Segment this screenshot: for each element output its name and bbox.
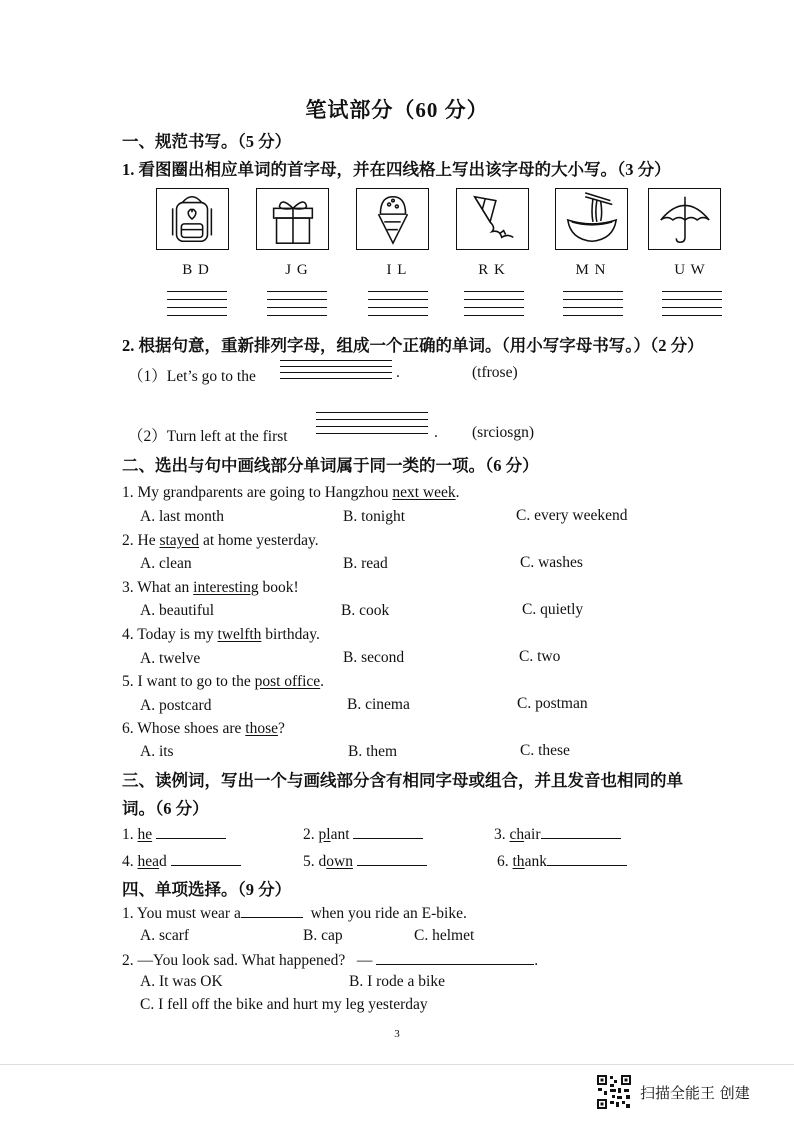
q2-item-2-hint: (srciosgn): [472, 424, 534, 441]
s2-q2-option-b[interactable]: B. read: [343, 555, 388, 572]
letters-5: M N: [575, 262, 607, 278]
section-4-heading: 四、单项选择。（9 分）: [122, 880, 292, 899]
letters-6: U W: [674, 262, 706, 278]
s4-q1-blank[interactable]: [241, 903, 303, 918]
s2-q3-option-a[interactable]: A. beautiful: [140, 602, 215, 619]
s2-q1-option-b[interactable]: B. tonight: [343, 508, 406, 525]
letters-4: R K: [478, 262, 506, 278]
s3-item-5-blank[interactable]: [357, 851, 427, 866]
q2-item-1: （1）Let’s go to the: [128, 368, 256, 385]
s3-item-6-blank[interactable]: [547, 851, 627, 866]
letters-2: J G: [285, 262, 309, 278]
s2-q5-option-b[interactable]: B. cinema: [347, 696, 410, 713]
s3-item-2: 2. plant: [303, 824, 423, 844]
umbrella-icon: [648, 188, 721, 250]
s2-q4-option-c[interactable]: C. two: [519, 648, 561, 665]
s2-q6-option-c[interactable]: C. these: [520, 742, 570, 759]
s3-item-3-blank[interactable]: [541, 824, 621, 839]
q2-item-1-period: .: [396, 364, 400, 381]
section-1-q2: 2. 根据句意，重新排列字母，组成一个正确的单词。（用小写字母书写。）（2 分）: [122, 336, 704, 355]
q2-item-1-hint: (tfrose): [472, 364, 518, 381]
section-3-heading-line-2: 词。（6 分）: [122, 799, 209, 818]
s2-question-5: 5. I want to go to the post office.: [122, 673, 325, 690]
section-3-heading-line-1: 三、读例词，写出一个与画线部分含有相同字母或组合，并且发音也相同的单: [122, 771, 683, 790]
s3-item-3: 3. chair: [494, 824, 621, 844]
s2-q6-option-b[interactable]: B. them: [348, 743, 398, 760]
s3-item-6: 6. thank: [497, 851, 627, 871]
s2-question-6: 6. Whose shoes are those?: [122, 720, 285, 737]
q2-item-2-grid[interactable]: [316, 412, 428, 441]
s3-item-4-blank[interactable]: [171, 851, 241, 866]
s4-q2-option-c[interactable]: C. I fell off the bike and hurt my leg yesterday: [140, 996, 428, 1013]
section-1-heading: 一、规范书写。（5 分）: [122, 132, 292, 151]
q2-item-2: （2）Turn left at the first: [128, 428, 288, 445]
s2-q5-option-c[interactable]: C. postman: [517, 695, 588, 712]
four-line-grid-2[interactable]: [267, 291, 327, 323]
four-line-grid-3[interactable]: [368, 291, 428, 323]
s2-q2-option-c[interactable]: C. washes: [520, 554, 583, 571]
page-title: 笔试部分（60 分）: [305, 98, 489, 122]
s3-item-1-blank[interactable]: [156, 824, 226, 839]
four-line-grid-4[interactable]: [464, 291, 524, 323]
s2-q5-option-a[interactable]: A. postcard: [140, 697, 212, 714]
four-line-grid-6[interactable]: [662, 291, 722, 323]
qr-code-icon: [596, 1074, 632, 1110]
s4-question-1: 1. You must wear a when you ride an E-bike.: [122, 905, 467, 922]
s3-item-4: 4. head: [122, 851, 241, 871]
s4-question-2: 2. —You look sad. What happened? — .: [122, 952, 539, 969]
s2-question-2: 2. He stayed at home yesterday.: [122, 532, 319, 549]
section-1-q1: 1. 看图圈出相应单词的首字母，并在四线格上写出该字母的大小写。（3 分）: [122, 160, 671, 179]
s2-q4-option-a[interactable]: A. twelve: [140, 650, 201, 667]
footer-divider: [0, 1064, 794, 1065]
gift-box-icon: [256, 188, 329, 250]
scanner-watermark: 扫描全能王 创建: [640, 1084, 750, 1102]
s4-q2-option-a[interactable]: A. It was OK: [140, 973, 223, 990]
s2-question-3: 3. What an interesting book!: [122, 579, 299, 596]
s2-q1-option-c[interactable]: C. every weekend: [516, 507, 628, 524]
four-line-grid-1[interactable]: [167, 291, 227, 323]
s4-q2-blank[interactable]: [376, 950, 534, 965]
section-2-heading: 二、选出与句中画线部分单词属于同一类的一项。（6 分）: [122, 456, 539, 475]
kite-icon: [456, 188, 529, 250]
s4-q2-option-b[interactable]: B. I rode a bike: [349, 973, 445, 990]
letters-1: B D: [182, 262, 210, 278]
s3-item-1: 1. he: [122, 824, 226, 844]
ice-cream-icon: [356, 188, 429, 250]
s2-q3-option-c[interactable]: C. quietly: [522, 601, 584, 618]
s2-q2-option-a[interactable]: A. clean: [140, 555, 192, 572]
q2-item-2-period: .: [434, 424, 438, 441]
s3-item-2-blank[interactable]: [353, 824, 423, 839]
four-line-grid-5[interactable]: [563, 291, 623, 323]
s3-item-5: 5. down: [303, 851, 427, 871]
s4-q1-option-c[interactable]: C. helmet: [414, 927, 475, 944]
backpack-icon: [156, 188, 229, 250]
page-number: 3: [394, 1028, 400, 1040]
letters-3: I L: [386, 262, 408, 278]
s4-q1-option-a[interactable]: A. scarf: [140, 927, 190, 944]
q2-item-1-grid[interactable]: [280, 360, 392, 386]
s4-q1-option-b[interactable]: B. cap: [303, 927, 343, 944]
s2-question-4: 4. Today is my twelfth birthday.: [122, 626, 320, 643]
s2-q4-option-b[interactable]: B. second: [343, 649, 405, 666]
s2-q6-option-a[interactable]: A. its: [140, 743, 174, 760]
noodles-icon: [555, 188, 628, 250]
s2-q3-option-b[interactable]: B. cook: [341, 602, 390, 619]
s2-q1-option-a[interactable]: A. last month: [140, 508, 224, 525]
s2-question-1: 1. My grandparents are going to Hangzhou next week.: [122, 484, 460, 501]
